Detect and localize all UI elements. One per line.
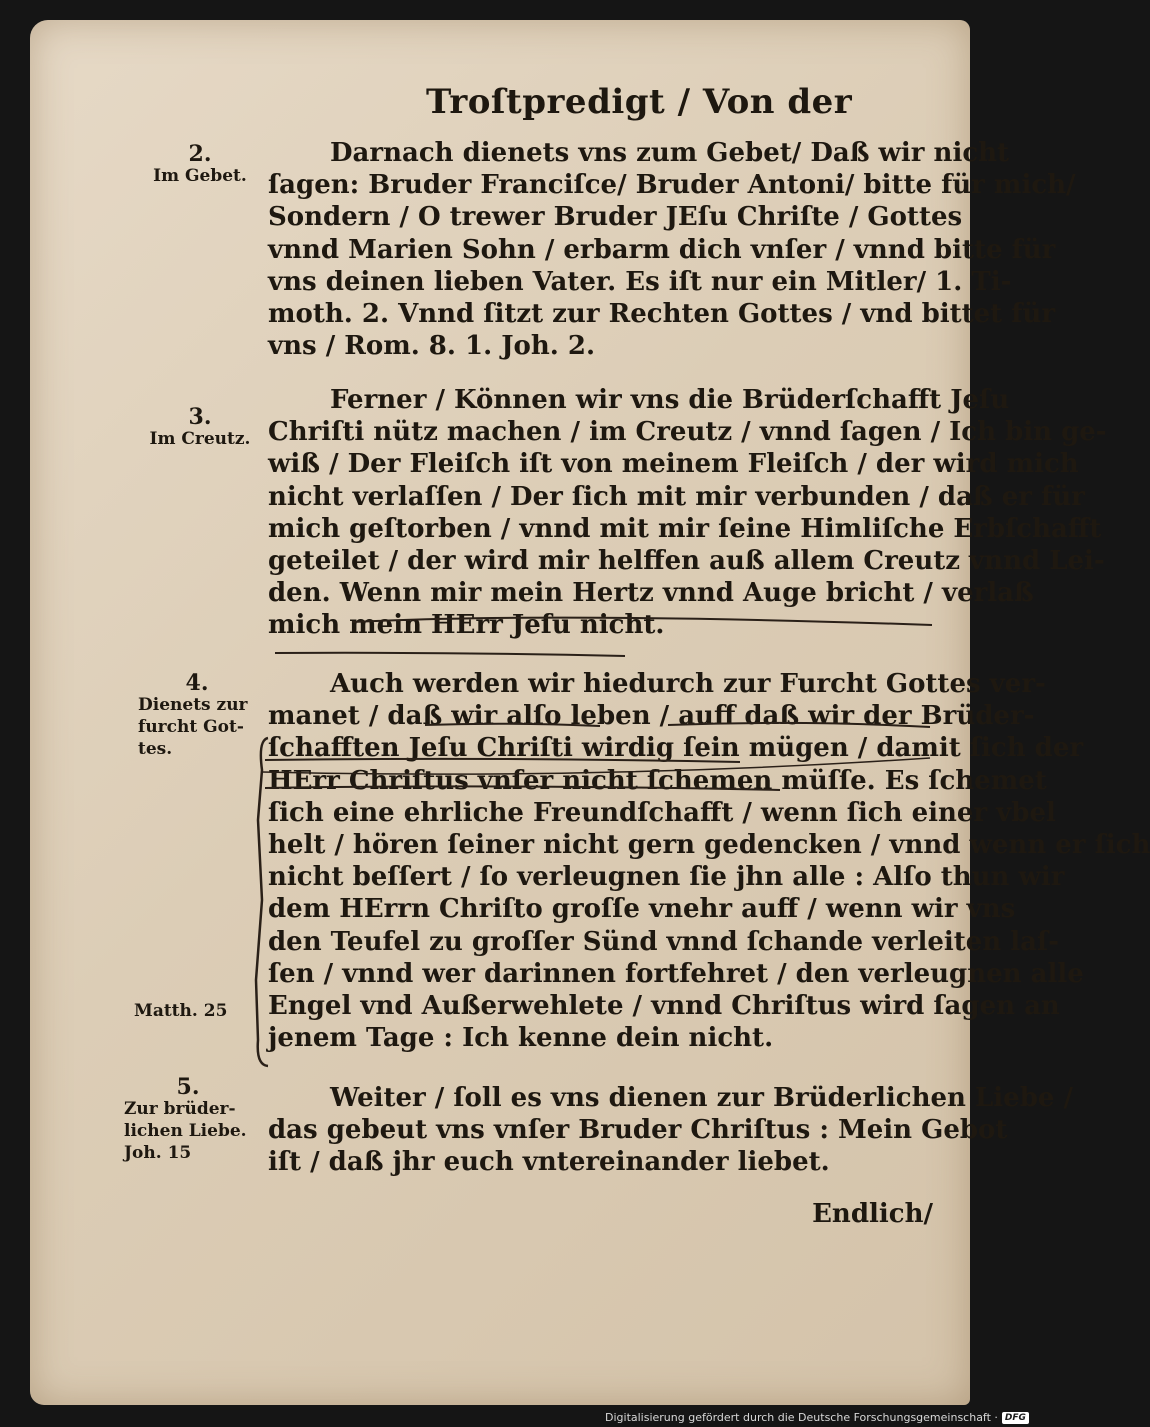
text-line: manet / daß wir alſo leben / auff daß wir der Brüder- [268,701,1035,732]
paragraph-2 [268,384,1107,642]
text-line: Engel vnd Außerwehlete / vnnd Chriſtus wird ſagen an [268,991,1060,1022]
text-line: ſagen: Bruder Franciſce/ Bruder Antoni/ bitte für mich/ [268,170,1076,201]
text-line: mich mein HErr Jeſu nicht. [268,610,665,641]
text-line: helt / hören ſeiner nicht gern gedencken / vnnd wenn er ſich [268,830,1150,861]
margin-text: Matth. 25 [134,1001,228,1021]
text-line: wiß / Der Fleiſch iſt von meinem Fleiſch / der wird mich [268,449,1079,480]
text-line: jenem Tage : Ich kenne dein nicht. [268,1023,774,1054]
dfg-logo-icon: DFG [1002,1412,1029,1424]
text-line: vnnd Marien Sohn / erbarm dich vnſer / vnnd bitte für [268,234,1056,265]
text-line: den Teufel zu groſſer Sünd vnnd ſchande verleiten laſ- [268,926,1059,957]
margin-text: Im Creutz. [149,429,251,449]
text-line: Weiter / ſoll es vns dienen zur Brüderlichen Liebe / [330,1083,1073,1113]
margin-text: Dienets zur furcht Got- tes. [138,695,248,759]
text-line: Chriſti nütz machen / im Creutz / vnnd ſagen / Ich bin ge- [268,417,1107,448]
paragraph-4 [268,1082,1073,1179]
text-line: nicht beſſert / ſo verleugnen ſie jhn alle : Alſo thun wir [268,862,1065,893]
text-line: vns deinen lieben Vater. Es iſt nur ein Mitler/ 1. Ti- [268,266,1012,297]
digitization-footer [605,1408,1026,1427]
margin-note-3 [138,672,256,760]
margin-number: 2. [188,141,212,167]
catchword [268,1198,933,1230]
margin-number: 3. [188,404,212,430]
text-line: den. Wenn mir mein Hertz vnnd Auge bricht / verlaß [268,578,1034,609]
catchword-text: Endlich/ [812,1199,933,1229]
text-line: ſchafften Jeſu Chriſti wirdig ſein mügen / damit ſich der [268,733,1084,764]
paragraph-1 [268,137,1076,362]
text-line: mich geſtorben / vnnd mit mir ſeine Himliſche Erbſchafft [268,513,1102,544]
text-line: nicht verlaſſen / Der ſich mit mir verbunden / daß er für [268,481,1085,512]
text-line: iſt / daß jhr euch vntereinander liebet. [268,1147,830,1178]
margin-note-2 [140,406,260,450]
margin-note-1 [140,143,260,187]
paragraph-3 [268,668,1150,1054]
margin-number: 4. [185,670,209,696]
text-line: moth. 2. Vnnd ſitzt zur Rechten Gottes / vnd bittet für [268,299,1056,330]
text-line: Sondern / O trewer Bruder JEſu Chriſte / Gottes [268,202,963,233]
margin-number: 5. [176,1074,200,1100]
margin-note-5 [124,1076,252,1164]
text-line: vns / Rom. 8. 1. Joh. 2. [268,331,595,362]
text-line: HErr Chriſtus vnſer nicht ſchemen müſſe. Es ſchemet [268,765,1047,796]
running-header: Troſtpredigt / Von der [426,82,853,122]
text-line: Auch werden wir hiedurch zur Furcht Gottes ver- [330,669,1046,699]
text-line: ſich eine ehrliche Freundſchafft / wenn ſich einer vbel [268,797,1056,828]
text-line: ſen / vnnd wer darinnen fortfehret / den verleugnen alle [268,958,1084,989]
text-line: Ferner / Können wir vns die Brüderſchafft Jeſu [330,385,1010,415]
text-line: geteilet / der wird mir helffen auß allem Creutz vnnd Lei- [268,546,1105,577]
text-line: Darnach dienets vns zum Gebet/ Daß wir nicht [330,138,1010,168]
margin-note-4 [134,1000,259,1022]
footer-text: Digitalisierung gefördert durch die Deutsche Forschungsgemeinschaft · [605,1411,998,1424]
margin-text: Zur brüder- lichen Liebe. Joh. 15 [124,1099,247,1163]
text-line: das gebeut vns vnſer Bruder Chriſtus : Mein Gebot [268,1115,1008,1146]
text-line: dem HErrn Chriſto groſſe vnehr auff / wenn wir vns [268,894,1016,925]
margin-text: Im Gebet. [153,166,247,186]
